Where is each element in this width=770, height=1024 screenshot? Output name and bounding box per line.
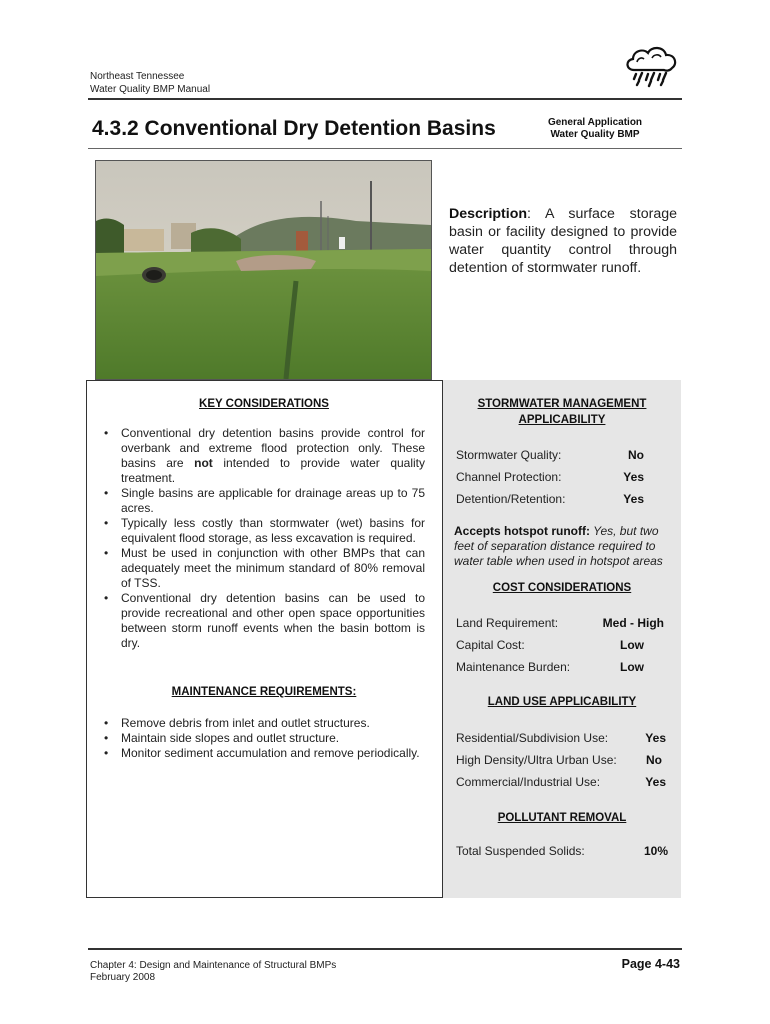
cost-heading: COST CONSIDERATIONS xyxy=(492,582,632,594)
land-use-table xyxy=(456,727,666,793)
footer-date: February 2008 xyxy=(90,972,156,983)
hotspot-runoff-note xyxy=(454,524,674,569)
list-item: • Must be used in conjunction with other BMPs that can adequately meet the minimum standard of 80% removal of TSS. xyxy=(99,546,425,591)
description-label: Description xyxy=(449,206,528,222)
header-org-line2: Water Quality BMP Manual xyxy=(90,84,211,95)
list-item: • Monitor sediment accumulation and remove periodically. xyxy=(99,746,425,761)
row-label: Residential/Subdivision Use: xyxy=(456,731,609,745)
hotspot-label: Accepts hotspot runoff: xyxy=(454,524,590,538)
row-value: No xyxy=(646,753,662,767)
row-label: Land Requirement: xyxy=(456,616,559,630)
header-rule xyxy=(88,98,682,100)
item-text-bold: not xyxy=(194,456,213,470)
row-label: High Density/Ultra Urban Use: xyxy=(456,753,617,767)
table-row xyxy=(456,488,644,510)
row-label: Capital Cost: xyxy=(456,638,525,652)
row-value: Yes xyxy=(645,731,666,745)
row-value: Med - High xyxy=(602,616,664,630)
list-item xyxy=(99,426,425,486)
row-label: Detention/Retention: xyxy=(456,492,566,506)
page-title: 4.3.2 Conventional Dry Detention Basins xyxy=(92,117,496,140)
footer-chapter: Chapter 4: Design and Maintenance of Structural BMPs xyxy=(90,960,337,971)
row-label: Channel Protection: xyxy=(456,470,562,484)
row-label: Stormwater Quality: xyxy=(456,448,562,462)
footer-rule xyxy=(88,948,682,950)
table-row xyxy=(456,840,668,862)
row-value: Low xyxy=(620,660,644,674)
general-application-label xyxy=(520,117,670,141)
hotspot-text: Yes, but two feet of separation distance required to water table when used in hotspot areas xyxy=(454,524,663,568)
maintenance-list xyxy=(99,716,425,761)
table-row xyxy=(456,771,666,793)
key-considerations-heading: KEY CONSIDERATIONS xyxy=(199,398,329,410)
description xyxy=(449,205,677,277)
list-item: • Maintain side slopes and outlet structure. xyxy=(99,731,425,746)
table-row xyxy=(456,656,664,678)
header-organization xyxy=(90,70,210,96)
row-label: Commercial/Industrial Use: xyxy=(456,775,601,789)
table-row xyxy=(456,749,666,771)
detention-basin-photo xyxy=(95,160,432,380)
page-number: Page 4-43 xyxy=(621,957,680,971)
row-label: Maintenance Burden: xyxy=(456,660,571,674)
row-value: 10% xyxy=(643,844,668,858)
row-label: Total Suspended Solids: xyxy=(456,844,585,858)
table-row xyxy=(456,727,666,749)
maintenance-heading: MAINTENANCE REQUIREMENTS: xyxy=(171,686,357,698)
list-item: • Single basins are applicable for drainage areas up to 75 acres. xyxy=(99,486,425,516)
table-row xyxy=(456,634,664,656)
list-item: • Conventional dry detention basins can be used to provide recreational and other open space opportunities between storm runoff events when the basin bottom is dry. xyxy=(99,591,425,651)
rain-cloud-icon xyxy=(622,44,682,88)
row-value: Yes xyxy=(623,492,644,506)
pollutant-table xyxy=(456,840,668,862)
stormwater-heading-line2: APPLICABILITY xyxy=(518,414,606,426)
table-row xyxy=(456,466,644,488)
table-row xyxy=(456,612,664,634)
list-item: • Typically less costly than stormwater (wet) basins for equivalent flood storage, as less excavation is required. xyxy=(99,516,425,546)
description-text: : A surface storage basin or facility designed to provide water quantity control through detention of stormwater runoff. xyxy=(449,206,677,276)
item-text-pre: Conventional dry detention basins provide control for overbank and extreme flood protection only. These basins are xyxy=(121,426,425,470)
footer-info xyxy=(90,960,336,984)
general-application-line1: General Application xyxy=(547,117,643,128)
list-item: • Remove debris from inlet and outlet structures. xyxy=(99,716,425,731)
land-use-heading: LAND USE APPLICABILITY xyxy=(487,696,637,708)
stormwater-heading-line1: STORMWATER MANAGEMENT xyxy=(477,398,647,410)
general-application-line2: Water Quality BMP xyxy=(550,129,640,140)
table-row xyxy=(456,444,644,466)
pollutant-removal-heading: POLLUTANT REMOVAL xyxy=(497,812,627,824)
key-considerations-list xyxy=(99,426,425,651)
row-value: No xyxy=(628,448,644,462)
stormwater-applicability-heading xyxy=(446,396,678,428)
row-value: Yes xyxy=(645,775,666,789)
item-text-post: intended to provide water quality treatment. xyxy=(121,456,425,485)
row-value: Yes xyxy=(623,470,644,484)
stormwater-table xyxy=(456,444,644,510)
cost-table xyxy=(456,612,664,678)
header-org-line1: Northeast Tennessee xyxy=(90,71,185,82)
title-rule xyxy=(88,148,682,149)
row-value: Low xyxy=(620,638,644,652)
